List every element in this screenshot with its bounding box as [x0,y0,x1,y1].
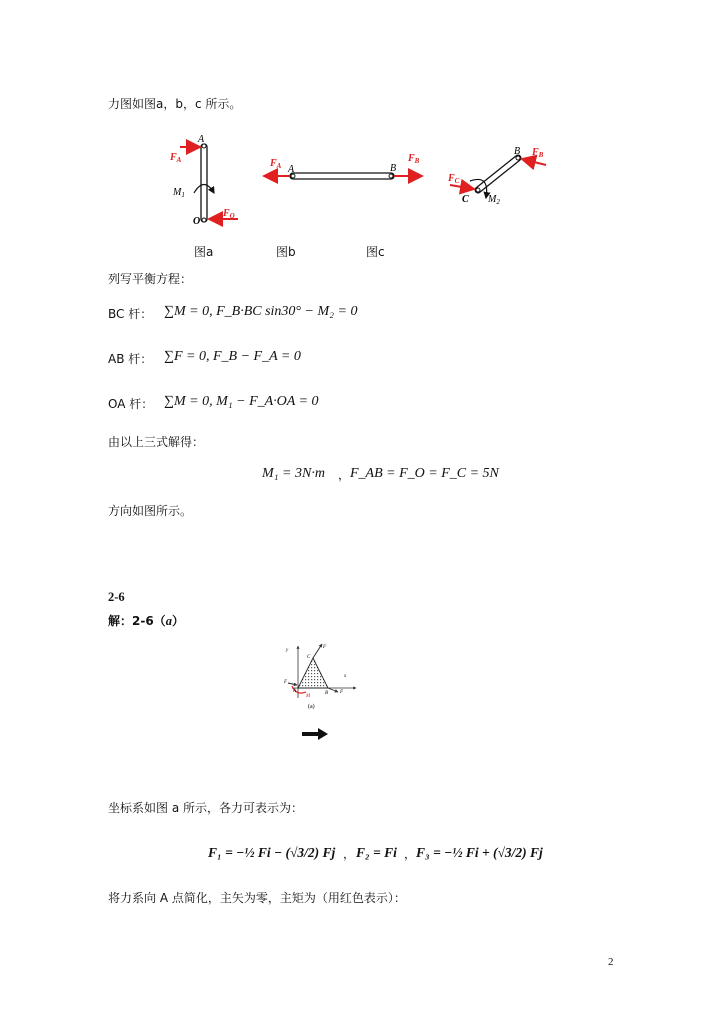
force-f1 [313,644,322,658]
equation-oa: ∑M = 0, M₁ − F_A·OA = 0 [164,394,319,409]
label-fc: $F_C$ [448,173,460,185]
force-sep-2: ， [404,847,417,861]
bar-oa [201,144,207,222]
force-f3-expr: F₃ = −½ Fi + (√3/2) Fj [416,845,543,860]
label-y: y [286,648,289,653]
label-m2: $M_2$ [488,194,500,206]
pin-o [202,218,206,222]
equations-header: 列写平衡方程： [108,272,193,286]
force-f2-expr: F₂ = Fi [356,845,397,860]
equation-bc-member: BC 杆： [108,307,153,321]
solve-header: 由以上三式解得： [108,435,205,449]
section-number: 2-6 [108,590,125,604]
intro-text: 力图如图a，b，c 所示。 [108,97,242,111]
label-b2: B [325,691,329,696]
label-c: C [462,194,469,205]
page-number: 2 [608,956,614,968]
label-m1: $M_1$ [173,187,185,199]
label-o: O [193,216,201,227]
label-ma: M [306,694,311,699]
caption-fig2: (a) [308,704,315,710]
triangle-plate [298,658,328,688]
force-f2 [288,683,297,685]
label-a: A [198,134,205,145]
pin-c [476,188,480,192]
label-b-c: B [514,146,521,157]
equation-ab-member: AB 杆： [108,352,153,366]
label-f1: F [323,645,327,650]
simplify-text: 将力系向 A 点简化，主矢为零，主矩为（用红色表示）： [108,891,406,905]
caption-b: 图b [276,245,296,259]
pin-b-b [389,174,393,178]
equation-oa-member: OA 杆： [108,397,154,411]
force-fb-c-arrow [522,159,546,165]
force-sep-1: ， [343,847,356,861]
caption-a: 图a [194,245,214,259]
free-body-diagrams [150,128,570,234]
figure-c [447,146,546,206]
label-fa: $F_A$ [170,152,182,164]
bar-bc-inner [478,158,518,190]
next-arrow-icon [302,728,328,740]
triangle-plate-figure [278,640,364,712]
result-m1: M₁ = 3N·m [262,466,325,481]
figure-a [169,134,238,227]
label-fo: $F_O$ [223,208,235,220]
label-a-b: A [288,164,295,175]
direction-text: 方向如图所示。 [108,504,193,518]
result-sep: ， [338,468,351,482]
bar-ab [290,173,394,179]
label-c2: C [307,655,311,660]
force-fc-arrow [450,185,474,189]
equation-ab: ∑F = 0, F_B − F_A = 0 [164,349,301,364]
label-fa-b: $F_A$ [270,158,282,170]
equation-bc: ∑M = 0, F_B·BC sin30° − M₂ = 0 [164,304,358,319]
solution-heading [108,613,184,629]
label-b-b: B [390,163,397,174]
caption-c: 图c [366,245,385,259]
label-fb-b: $F_B$ [408,153,420,165]
solution-suffix: ） [171,614,184,628]
figure-b [264,153,422,179]
label-x: x [344,674,347,679]
force-f3 [328,688,338,692]
solution-letter: a [165,614,172,628]
force-f1-expr: F₁ = −½ Fi − (√3/2) Fj [208,845,336,860]
result-forces: F_AB = F_O = F_C = 5N [350,466,499,481]
coord-text: 坐标系如图 a 所示，各力可表示为： [108,801,303,815]
label-fb-c: $F_B$ [532,147,544,159]
label-f2: F [284,680,288,685]
solution-prefix: 解：2-6（ [108,614,166,628]
label-a2: A [293,689,297,694]
label-f3: F [340,690,344,695]
